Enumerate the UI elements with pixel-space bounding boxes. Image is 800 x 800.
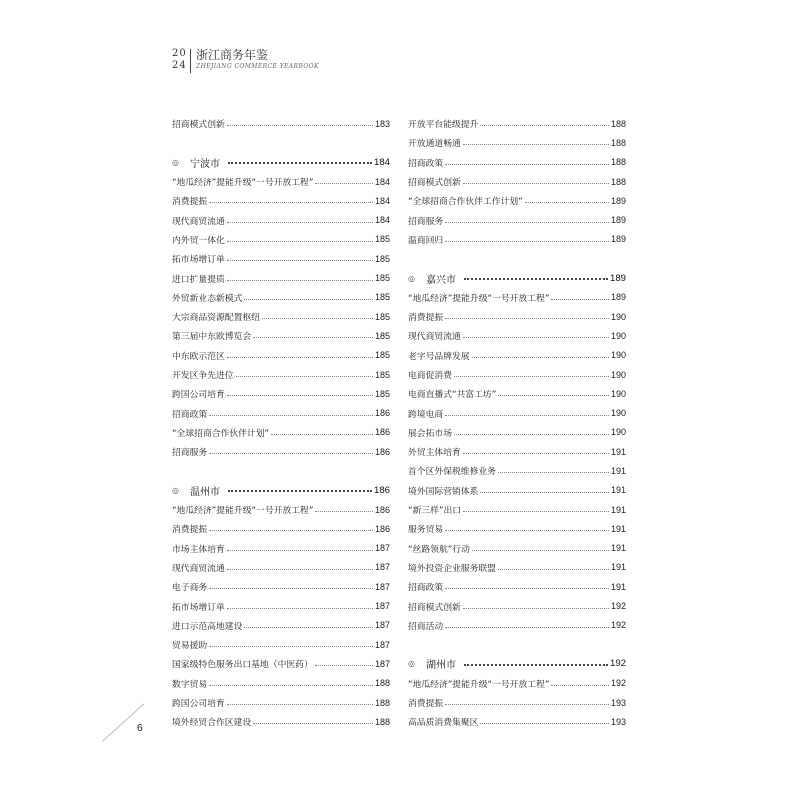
toc-entry-title: “地瓜经济”提能升级“一号开放工程” [172, 178, 314, 189]
toc-spacer [408, 635, 626, 654]
ring-bullet-icon: ◎ [408, 273, 415, 283]
dot-leader [464, 278, 608, 280]
toc-entry-page: 184 [373, 156, 390, 168]
dot-leader [525, 202, 609, 203]
toc-entry-title: 招商政策 [408, 583, 444, 594]
toc-entry[interactable] [408, 481, 626, 500]
dot-leader [227, 125, 373, 126]
toc-spacer [172, 461, 390, 480]
dot-leader [480, 723, 609, 724]
toc-entry[interactable] [172, 577, 390, 596]
toc-entry[interactable] [408, 577, 626, 596]
dot-leader [454, 434, 609, 435]
toc-entry-title: 市场主体培育 [172, 544, 225, 555]
dot-leader [227, 357, 373, 358]
dot-leader [472, 550, 609, 551]
toc-entry[interactable] [408, 461, 626, 480]
dot-leader [445, 415, 609, 416]
dot-leader [209, 588, 373, 589]
toc-entry-title: 进口示范高地建设 [172, 621, 243, 632]
dot-leader [498, 569, 609, 570]
toc-entry[interactable] [408, 403, 626, 422]
dot-leader [464, 664, 608, 666]
toc-entry[interactable] [408, 423, 626, 442]
dot-leader [445, 318, 609, 319]
dot-leader [498, 395, 609, 396]
toc-entry[interactable] [408, 674, 626, 693]
toc-entry-page: 191 [610, 446, 626, 457]
ring-bullet-icon: ◎ [408, 659, 415, 669]
dot-leader [463, 337, 609, 338]
dot-leader [228, 490, 372, 492]
dot-leader [228, 162, 372, 164]
dot-leader [315, 511, 373, 512]
toc-entry-title: 消费提振 [408, 699, 444, 710]
toc-entry-title: 首个区外保税维修业务 [408, 467, 496, 478]
toc-entry-page: 190 [610, 311, 626, 322]
toc-entry-page: 184 [374, 195, 390, 206]
year-logo [172, 48, 188, 74]
toc-spacer [408, 249, 626, 268]
toc-entry-title: 国家级特色服务出口基地（中医药） [172, 660, 313, 671]
toc-entry-page: 187 [374, 543, 390, 554]
toc-entry[interactable] [172, 288, 390, 307]
toc-entry-title: 湖州市 [426, 660, 456, 672]
toc-entry-title: 内外贸一体化 [172, 235, 225, 246]
toc-right-column [408, 114, 626, 732]
toc-entry-page: 185 [374, 350, 390, 361]
toc-spacer [172, 133, 390, 152]
toc-city-heading[interactable] [408, 654, 626, 673]
toc-entry-page: 191 [610, 485, 626, 496]
toc-entry[interactable] [408, 307, 626, 326]
toc-entry-page: 185 [374, 388, 390, 399]
toc-entry-page: 190 [610, 427, 626, 438]
toc-entry-title: “地瓜经济”提能升级“一号开放工程” [172, 506, 314, 517]
toc-entry[interactable] [172, 674, 390, 693]
dot-leader [463, 144, 609, 145]
toc-entry[interactable] [408, 172, 626, 191]
dot-leader [445, 222, 609, 223]
toc-entry[interactable] [172, 519, 390, 538]
toc-entry-title: 展会拓市场 [408, 428, 452, 439]
toc-entry[interactable] [172, 384, 390, 403]
toc-entry-title: 消费提振 [172, 525, 208, 536]
dot-leader [445, 627, 609, 628]
toc-entry-title: “全球招商合作伙伴工作计划” [408, 197, 523, 208]
toc-entry-title: 现代商贸流通 [172, 216, 225, 227]
toc-entry[interactable] [172, 191, 390, 210]
toc-entry[interactable] [172, 616, 390, 635]
toc-entry-page: 191 [610, 504, 626, 515]
dot-leader [445, 530, 609, 531]
dot-leader [244, 299, 373, 300]
toc-entry[interactable] [172, 346, 390, 365]
toc-entry-page: 186 [374, 408, 390, 419]
toc-entry-page: 187 [374, 581, 390, 592]
toc-entry[interactable] [408, 230, 626, 249]
dot-leader [480, 492, 609, 493]
toc-entry-page: 184 [374, 215, 390, 226]
toc-entry-title: 招商模式创新 [408, 178, 461, 189]
toc-entry[interactable] [172, 693, 390, 712]
toc-entry-page: 186 [374, 446, 390, 457]
toc-entry-page: 191 [610, 543, 626, 554]
toc-entry-page: 186 [374, 427, 390, 438]
toc-entry-page: 184 [374, 176, 390, 187]
toc-entry-title: 招商政策 [408, 158, 444, 169]
dot-leader [315, 665, 373, 666]
toc-entry-page: 192 [610, 601, 626, 612]
toc-entry[interactable] [408, 500, 626, 519]
ring-bullet-icon: ◎ [172, 485, 179, 495]
toc-entry-page: 188 [610, 157, 626, 168]
toc-entry-page: 193 [610, 716, 626, 727]
dot-leader [551, 299, 609, 300]
dot-leader [209, 415, 373, 416]
toc-entry-title: 大宗商品资源配置枢纽 [172, 313, 260, 324]
dot-leader [209, 646, 373, 647]
dot-leader [445, 241, 609, 242]
dot-leader [271, 434, 373, 435]
dot-leader [227, 222, 373, 223]
toc-entry-title: 服务贸易 [408, 525, 444, 536]
toc-entry-title: “丝路领航”行动 [408, 544, 470, 555]
toc-entry[interactable] [408, 191, 626, 210]
toc-entry-page: 191 [610, 523, 626, 534]
toc-city-heading[interactable] [172, 153, 390, 172]
dot-leader [445, 704, 609, 705]
dot-leader [445, 588, 609, 589]
dot-leader [227, 569, 373, 570]
toc-entry-page: 183 [374, 118, 390, 129]
toc-entry-page: 191 [610, 581, 626, 592]
toc-entry-page: 192 [610, 678, 626, 689]
header-subtitle: ZHEJIANG COMMERCE YEARBOOK [196, 63, 319, 70]
toc-entry[interactable] [172, 403, 390, 422]
toc-entry-title: 招商模式创新 [172, 120, 225, 131]
toc-entry[interactable] [172, 500, 390, 519]
dot-leader [315, 183, 373, 184]
toc-entry-page: 188 [610, 176, 626, 187]
toc-entry-title: “新三样”出口 [408, 506, 462, 517]
dot-leader [236, 376, 373, 377]
dot-leader [244, 627, 373, 628]
toc-entry[interactable] [172, 442, 390, 461]
toc-entry-page: 185 [374, 311, 390, 322]
toc-entry-page: 185 [374, 330, 390, 341]
toc-entry[interactable] [172, 596, 390, 615]
year-top: 20 [172, 48, 187, 59]
toc-entry-title: 嘉兴市 [426, 274, 456, 286]
toc-entry-page: 192 [609, 658, 626, 670]
dot-leader [227, 260, 373, 261]
dot-leader [227, 395, 373, 396]
toc-entry-title: 招商政策 [172, 409, 208, 420]
toc-entry[interactable] [172, 307, 390, 326]
toc-entry[interactable] [172, 635, 390, 654]
toc-entry-page: 185 [374, 273, 390, 284]
dot-leader [498, 472, 609, 473]
toc-entry[interactable] [172, 423, 390, 442]
toc-entry-title: 开放通道畅通 [408, 139, 461, 150]
toc-entry[interactable] [408, 288, 626, 307]
toc-entry[interactable] [172, 210, 390, 229]
toc-entry-title: 贸易援助 [172, 641, 208, 652]
toc-entry-title: 跨国公司培育 [172, 699, 225, 710]
header-title: 浙江商务年鉴 [196, 48, 269, 62]
toc-entry-page: 191 [610, 465, 626, 476]
toc-entry[interactable] [408, 693, 626, 712]
toc-entry-page: 190 [610, 369, 626, 380]
toc-entry-title: 境外国际营销体系 [408, 486, 479, 497]
toc-entry-page: 185 [374, 369, 390, 380]
toc-entry-title: 电商直播式“共富工坊” [408, 390, 497, 401]
toc-entry[interactable] [172, 712, 390, 731]
toc-entry-page: 190 [610, 388, 626, 399]
toc-entry-title: “地瓜经济”提能升级“一号开放工程” [408, 679, 550, 690]
toc-entry-title: 高品质消费集聚区 [408, 718, 479, 729]
toc-entry[interactable] [172, 326, 390, 345]
dot-leader [463, 183, 609, 184]
toc-entry-page: 186 [374, 523, 390, 534]
toc-entry-page: 187 [374, 620, 390, 631]
toc-entry[interactable] [408, 616, 626, 635]
toc-entry-title: 宁波市 [190, 158, 220, 170]
toc-entry-page: 186 [374, 504, 390, 515]
toc-entry[interactable] [408, 114, 626, 133]
dot-leader [445, 164, 609, 165]
toc-entry[interactable] [172, 268, 390, 287]
toc-entry-page: 189 [610, 292, 626, 303]
dot-leader [209, 685, 373, 686]
dot-leader [262, 318, 373, 319]
toc-entry-title: 现代商贸流通 [172, 563, 225, 574]
toc-entry[interactable] [408, 365, 626, 384]
toc-entry[interactable] [408, 384, 626, 403]
dot-leader [227, 280, 373, 281]
toc-entry[interactable] [172, 654, 390, 673]
toc-entry[interactable] [172, 539, 390, 558]
toc-entry-page: 189 [610, 234, 626, 245]
toc-entry-title: 跨国公司培育 [172, 390, 225, 401]
toc-entry-title: 招商活动 [408, 621, 444, 632]
toc-entry[interactable] [408, 712, 626, 731]
toc-entry-page: 190 [610, 350, 626, 361]
toc-entry-title: 境外经贸合作区建设 [172, 718, 252, 729]
dot-leader [463, 608, 609, 609]
toc-entry-title: 第三届中东欧博览会 [172, 332, 252, 343]
toc-entry[interactable] [408, 519, 626, 538]
header-divider [190, 49, 191, 73]
toc-entry-title: 招商服务 [408, 216, 444, 227]
dot-leader [227, 608, 373, 609]
toc-entry[interactable] [172, 365, 390, 384]
toc-entry[interactable] [408, 210, 626, 229]
toc-entry[interactable] [408, 596, 626, 615]
toc-entry-page: 193 [610, 697, 626, 708]
toc-left-column [172, 114, 390, 732]
dot-leader [480, 125, 609, 126]
toc-entry-page: 185 [374, 253, 390, 264]
toc-entry-title: 进口扩量提质 [172, 274, 225, 285]
dot-leader [227, 550, 373, 551]
dot-leader [227, 241, 373, 242]
toc-entry-title: 温商回归 [408, 235, 444, 246]
toc-entry[interactable] [172, 230, 390, 249]
toc-entry-page: 191 [610, 562, 626, 573]
toc-entry-page: 188 [610, 137, 626, 148]
toc-entry[interactable] [408, 133, 626, 152]
toc-entry-title: 现代商贸流通 [408, 332, 461, 343]
toc-entry-page: 189 [610, 195, 626, 206]
toc-entry-page: 190 [610, 330, 626, 341]
toc-entry-title: 外贸主体培育 [408, 448, 461, 459]
dot-leader [463, 453, 609, 454]
toc-entry-page: 190 [610, 408, 626, 419]
toc-city-heading[interactable] [408, 268, 626, 287]
toc-entry-page: 188 [374, 697, 390, 708]
toc-entry-title: 消费提振 [408, 313, 444, 324]
toc-entry-title: “全球招商合作伙伴计划” [172, 428, 270, 439]
dot-leader [463, 511, 609, 512]
toc-entry-title: 中东欧示范区 [172, 351, 225, 362]
toc-entry-title: 外贸新业态新模式 [172, 293, 243, 304]
ring-bullet-icon: ◎ [172, 157, 179, 167]
toc-entry-title: 温州市 [190, 486, 220, 498]
dot-leader [472, 357, 609, 358]
toc-entry[interactable] [408, 558, 626, 577]
toc-entry-title: 电子商务 [172, 583, 208, 594]
toc-entry-title: 招商服务 [172, 448, 208, 459]
toc-entry-title: 拓市场增订单 [172, 602, 225, 613]
toc-entry-title: 电商促消费 [408, 371, 452, 381]
toc-entry-page: 185 [374, 292, 390, 303]
toc-entry-page: 187 [374, 601, 390, 612]
toc-entry-page: 189 [610, 215, 626, 226]
dot-leader [253, 723, 373, 724]
toc-entry[interactable] [172, 114, 390, 133]
toc-entry[interactable] [408, 326, 626, 345]
dot-leader [209, 453, 373, 454]
dot-leader [209, 530, 373, 531]
toc-entry[interactable] [408, 442, 626, 461]
toc-entry-page: 187 [374, 639, 390, 650]
toc-entry[interactable] [172, 249, 390, 268]
toc-entry-title: 老字号品牌发展 [408, 351, 470, 362]
toc-entry-page: 185 [374, 234, 390, 245]
dot-leader [227, 704, 373, 705]
toc-entry-title: 跨境电商 [408, 409, 444, 420]
toc-entry[interactable] [408, 153, 626, 172]
toc-entry[interactable] [408, 346, 626, 365]
toc-entry-page: 188 [610, 118, 626, 129]
toc-entry-page: 188 [374, 678, 390, 689]
toc-entry-title: 境外投资企业服务联盟 [408, 563, 496, 574]
toc-entry-page: 187 [374, 658, 390, 669]
dot-leader [253, 337, 373, 338]
toc-entry[interactable] [408, 539, 626, 558]
toc-entry-page: 188 [374, 716, 390, 727]
toc-entry[interactable] [172, 558, 390, 577]
toc-city-heading[interactable] [172, 481, 390, 500]
toc-entry-title: 拓市场增订单 [172, 255, 225, 266]
toc-entry-title: “地瓜经济”提能升级“一号开放工程” [408, 293, 550, 304]
toc-entry-title: 消费提振 [172, 197, 208, 208]
page-number: 6 [137, 723, 143, 734]
toc-entry-page: 187 [374, 562, 390, 573]
toc-entry[interactable] [172, 172, 390, 191]
dot-leader [454, 376, 609, 377]
year-bottom: 24 [172, 60, 187, 71]
toc-entry-page: 192 [610, 620, 626, 631]
toc-entry-title: 数字贸易 [172, 679, 208, 690]
toc-entry-title: 开放平台能级提升 [408, 120, 479, 131]
toc-entry-page: 186 [373, 484, 390, 496]
toc-entry-title: 招商模式创新 [408, 602, 461, 613]
toc-entry-title: 开发区争先进位 [172, 371, 234, 381]
dot-leader [209, 202, 373, 203]
toc-entry-page: 189 [609, 272, 626, 284]
dot-leader [551, 685, 609, 686]
